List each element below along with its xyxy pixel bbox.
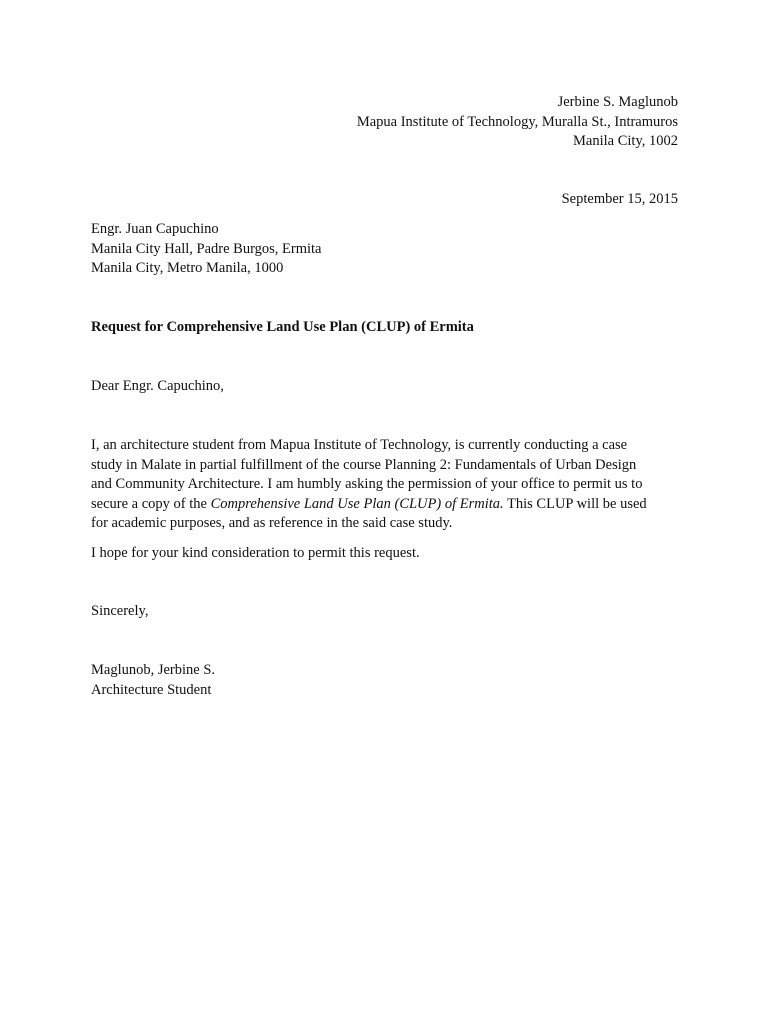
sender-address-line2: Manila City, 1002: [573, 133, 678, 149]
letter-date: September 15, 2015: [561, 191, 678, 207]
signature-title: Architecture Student: [91, 681, 212, 698]
body-line-suffix: This CLUP will be used: [503, 495, 647, 512]
sender-name: Jerbine S. Maglunob: [557, 94, 678, 110]
body-line: [91, 495, 681, 515]
body-line: study in Malate in partial fulfillment of the course Planning 2: Fundamentals of Urban Design: [91, 456, 637, 473]
sender-address-line1: Mapua Institute of Technology, Muralla St., Intramuros: [356, 113, 678, 130]
sign-off: Sincerely,: [91, 603, 149, 619]
sender-block: [300, 93, 678, 152]
signature-block: [91, 661, 215, 700]
recipient-address-line1: Manila City Hall, Padre Burgos, Ermita: [91, 240, 322, 257]
recipient-address-line2: Manila City, Metro Manila, 1000: [91, 260, 284, 276]
body-line: I, an architecture student from Mapua Institute of Technology, is currently conducting a case: [91, 437, 628, 453]
recipient-block: [91, 220, 322, 279]
recipient-name: Engr. Juan Capuchino: [91, 221, 219, 237]
body-line-prefix: secure a copy of the: [91, 495, 211, 512]
document-title-italic: Comprehensive Land Use Plan (CLUP) of Ermita.: [210, 495, 504, 512]
body-line: for academic purposes, and as reference in the said case study.: [91, 515, 453, 531]
signature-name: Maglunob, Jerbine S.: [91, 662, 216, 678]
subject-line: Request for Comprehensive Land Use Plan (CLUP) of Ermita: [91, 319, 474, 335]
body-paragraph: [91, 436, 681, 534]
salutation: Dear Engr. Capuchino,: [91, 378, 224, 394]
body-line: and Community Architecture. I am humbly asking the permission of your office to permit us to: [91, 476, 643, 492]
closing-paragraph: I hope for your kind consideration to permit this request.: [91, 545, 420, 561]
